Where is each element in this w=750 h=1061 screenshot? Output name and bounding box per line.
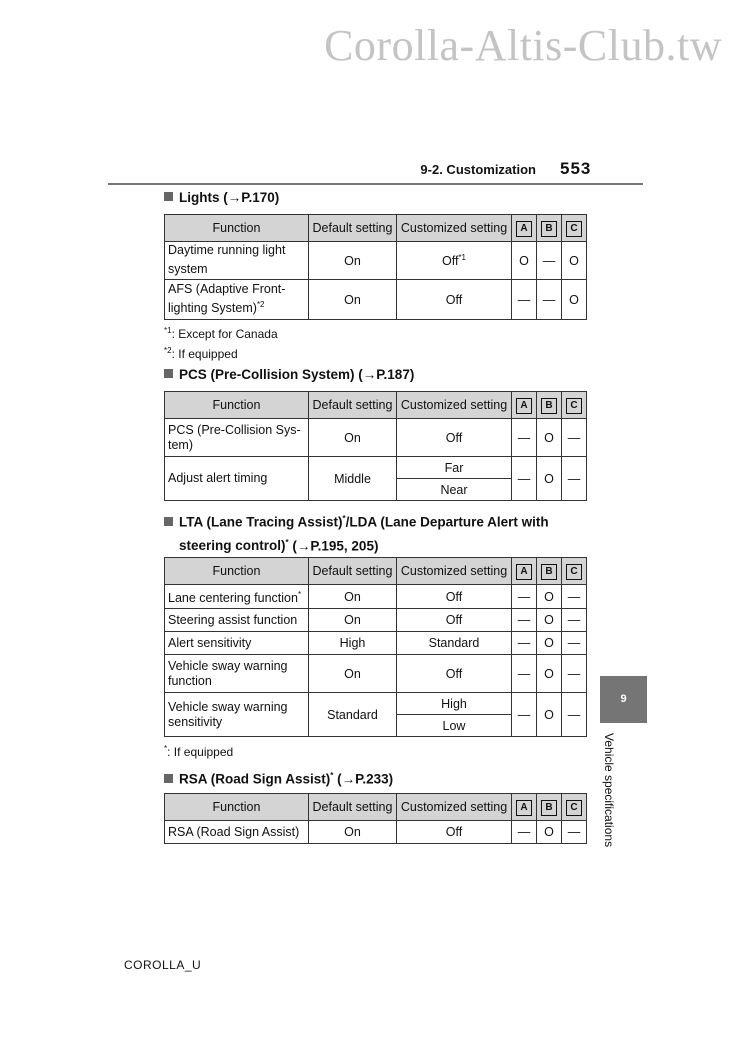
customized-cell: Off bbox=[397, 821, 512, 844]
c-cell: — bbox=[562, 693, 587, 737]
customized-cell: Off bbox=[397, 585, 512, 609]
table-row bbox=[165, 821, 587, 844]
col-b bbox=[537, 392, 562, 419]
a-cell: — bbox=[512, 821, 537, 844]
table-header-row bbox=[165, 794, 587, 821]
b-cell: O bbox=[537, 693, 562, 737]
rsa-table bbox=[164, 793, 587, 844]
col-function: Function bbox=[165, 215, 309, 242]
col-default: Default setting bbox=[309, 392, 397, 419]
a-cell: — bbox=[512, 655, 537, 693]
function-cell: RSA (Road Sign Assist) bbox=[165, 821, 309, 844]
footnote: $^{*2}$: If equipped bbox=[164, 346, 238, 361]
function-cell: Alert sensitivity bbox=[165, 632, 309, 655]
square-bullet-icon bbox=[164, 774, 173, 783]
col-customized: Customized setting bbox=[397, 558, 512, 585]
default-cell: On bbox=[309, 280, 397, 320]
col-a bbox=[512, 558, 537, 585]
function-cell: PCS (Pre-Collision Sys-tem) bbox=[165, 419, 309, 457]
default-cell: On bbox=[309, 821, 397, 844]
col-a bbox=[512, 794, 537, 821]
function-cell: Daytime running light system bbox=[165, 242, 309, 280]
c-cell: — bbox=[562, 632, 587, 655]
b-cell: — bbox=[537, 242, 562, 280]
a-cell: — bbox=[512, 280, 537, 320]
default-cell: On bbox=[309, 655, 397, 693]
c-cell: O bbox=[562, 280, 587, 320]
customized-cell: Off bbox=[397, 609, 512, 632]
footnote: *: If equipped bbox=[164, 744, 234, 759]
col-default: Default setting bbox=[309, 558, 397, 585]
default-cell: On bbox=[309, 609, 397, 632]
footer-code: COROLLA_U bbox=[124, 958, 202, 972]
section-header: 9-2. Customization bbox=[420, 162, 536, 177]
function-cell: AFS (Adaptive Front-lighting System)$^{*2}$ bbox=[165, 280, 309, 320]
c-icon: C bbox=[566, 221, 582, 237]
footnote: $^{*1}$: Except for Canada bbox=[164, 326, 278, 341]
table-row bbox=[165, 419, 587, 457]
col-a bbox=[512, 392, 537, 419]
default-cell: On bbox=[309, 419, 397, 457]
square-bullet-icon bbox=[164, 192, 173, 201]
a-cell: O bbox=[512, 242, 537, 280]
c-icon: C bbox=[566, 800, 582, 816]
col-c bbox=[562, 794, 587, 821]
customized-cell: Off bbox=[397, 655, 512, 693]
table-row bbox=[165, 632, 587, 655]
b-cell: O bbox=[537, 655, 562, 693]
col-function: Function bbox=[165, 794, 309, 821]
chapter-tab[interactable]: 9 bbox=[600, 676, 647, 723]
a-cell: — bbox=[512, 585, 537, 609]
c-cell: O bbox=[562, 242, 587, 280]
b-cell: O bbox=[537, 821, 562, 844]
square-bullet-icon bbox=[164, 369, 173, 378]
col-customized: Customized setting bbox=[397, 392, 512, 419]
a-cell: — bbox=[512, 609, 537, 632]
default-cell: On bbox=[309, 242, 397, 280]
a-icon: A bbox=[516, 564, 532, 580]
col-b bbox=[537, 558, 562, 585]
customized-cell: High bbox=[397, 693, 512, 715]
square-bullet-icon bbox=[164, 517, 173, 526]
b-icon: B bbox=[541, 221, 557, 237]
c-cell: — bbox=[562, 821, 587, 844]
chapter-tab-label: Vehicle specifications bbox=[602, 733, 616, 848]
col-c bbox=[562, 215, 587, 242]
default-cell: On bbox=[309, 585, 397, 609]
c-cell: — bbox=[562, 457, 587, 501]
table-row bbox=[165, 655, 587, 693]
col-b bbox=[537, 794, 562, 821]
lta-table bbox=[164, 557, 587, 737]
customized-cell: Off bbox=[397, 419, 512, 457]
customized-cell: Near bbox=[397, 479, 512, 501]
b-cell: O bbox=[537, 632, 562, 655]
table-row bbox=[165, 585, 587, 609]
table-row bbox=[165, 242, 587, 280]
b-cell: O bbox=[537, 585, 562, 609]
b-cell: O bbox=[537, 609, 562, 632]
col-function: Function bbox=[165, 558, 309, 585]
watermark: Corolla-Altis-Club.tw bbox=[324, 21, 722, 70]
customized-cell: Standard bbox=[397, 632, 512, 655]
b-cell: O bbox=[537, 457, 562, 501]
c-cell: — bbox=[562, 419, 587, 457]
table-row bbox=[165, 280, 587, 320]
customized-cell: Off$^{*1}$ bbox=[397, 242, 512, 280]
c-cell: — bbox=[562, 655, 587, 693]
b-icon: B bbox=[541, 800, 557, 816]
a-cell: — bbox=[512, 693, 537, 737]
lta-section-title: LTA (Lane Tracing Assist)*/LDA (Lane Departure Alert with steering control)* (→P.195, 205) bbox=[164, 509, 604, 556]
rsa-section-title: RSA (Road Sign Assist)* (→P.233) bbox=[164, 766, 393, 790]
table-header-row bbox=[165, 558, 587, 585]
header-rule bbox=[108, 183, 643, 185]
pcs-table bbox=[164, 391, 587, 501]
a-icon: A bbox=[516, 398, 532, 414]
table-row bbox=[165, 609, 587, 632]
customized-cell: Low bbox=[397, 715, 512, 737]
col-b bbox=[537, 215, 562, 242]
function-cell: Vehicle sway warning function bbox=[165, 655, 309, 693]
function-cell: Vehicle sway warning sensitivity bbox=[165, 693, 309, 737]
a-icon: A bbox=[516, 221, 532, 237]
b-icon: B bbox=[541, 564, 557, 580]
col-c bbox=[562, 558, 587, 585]
function-cell: Lane centering function* bbox=[165, 585, 309, 609]
a-cell: — bbox=[512, 632, 537, 655]
a-cell: — bbox=[512, 419, 537, 457]
pcs-section-title: PCS (Pre-Collision System) (→P.187) bbox=[164, 365, 414, 385]
default-cell: Standard bbox=[309, 693, 397, 737]
col-default: Default setting bbox=[309, 215, 397, 242]
c-icon: C bbox=[566, 564, 582, 580]
default-cell: Middle bbox=[309, 457, 397, 501]
table-row bbox=[165, 693, 587, 715]
b-cell: O bbox=[537, 419, 562, 457]
table-row bbox=[165, 457, 587, 479]
lights-section-title: Lights (→P.170) bbox=[164, 188, 279, 208]
table-header-row bbox=[165, 215, 587, 242]
table-header-row bbox=[165, 392, 587, 419]
function-cell: Steering assist function bbox=[165, 609, 309, 632]
col-default: Default setting bbox=[309, 794, 397, 821]
c-cell: — bbox=[562, 585, 587, 609]
b-icon: B bbox=[541, 398, 557, 414]
col-c bbox=[562, 392, 587, 419]
c-icon: C bbox=[566, 398, 582, 414]
lights-table bbox=[164, 214, 587, 320]
col-function: Function bbox=[165, 392, 309, 419]
col-a bbox=[512, 215, 537, 242]
c-cell: — bbox=[562, 609, 587, 632]
a-icon: A bbox=[516, 800, 532, 816]
function-cell: Adjust alert timing bbox=[165, 457, 309, 501]
b-cell: — bbox=[537, 280, 562, 320]
page-number: 553 bbox=[560, 159, 592, 178]
col-customized: Customized setting bbox=[397, 215, 512, 242]
a-cell: — bbox=[512, 457, 537, 501]
col-customized: Customized setting bbox=[397, 794, 512, 821]
default-cell: High bbox=[309, 632, 397, 655]
customized-cell: Off bbox=[397, 280, 512, 320]
customized-cell: Far bbox=[397, 457, 512, 479]
